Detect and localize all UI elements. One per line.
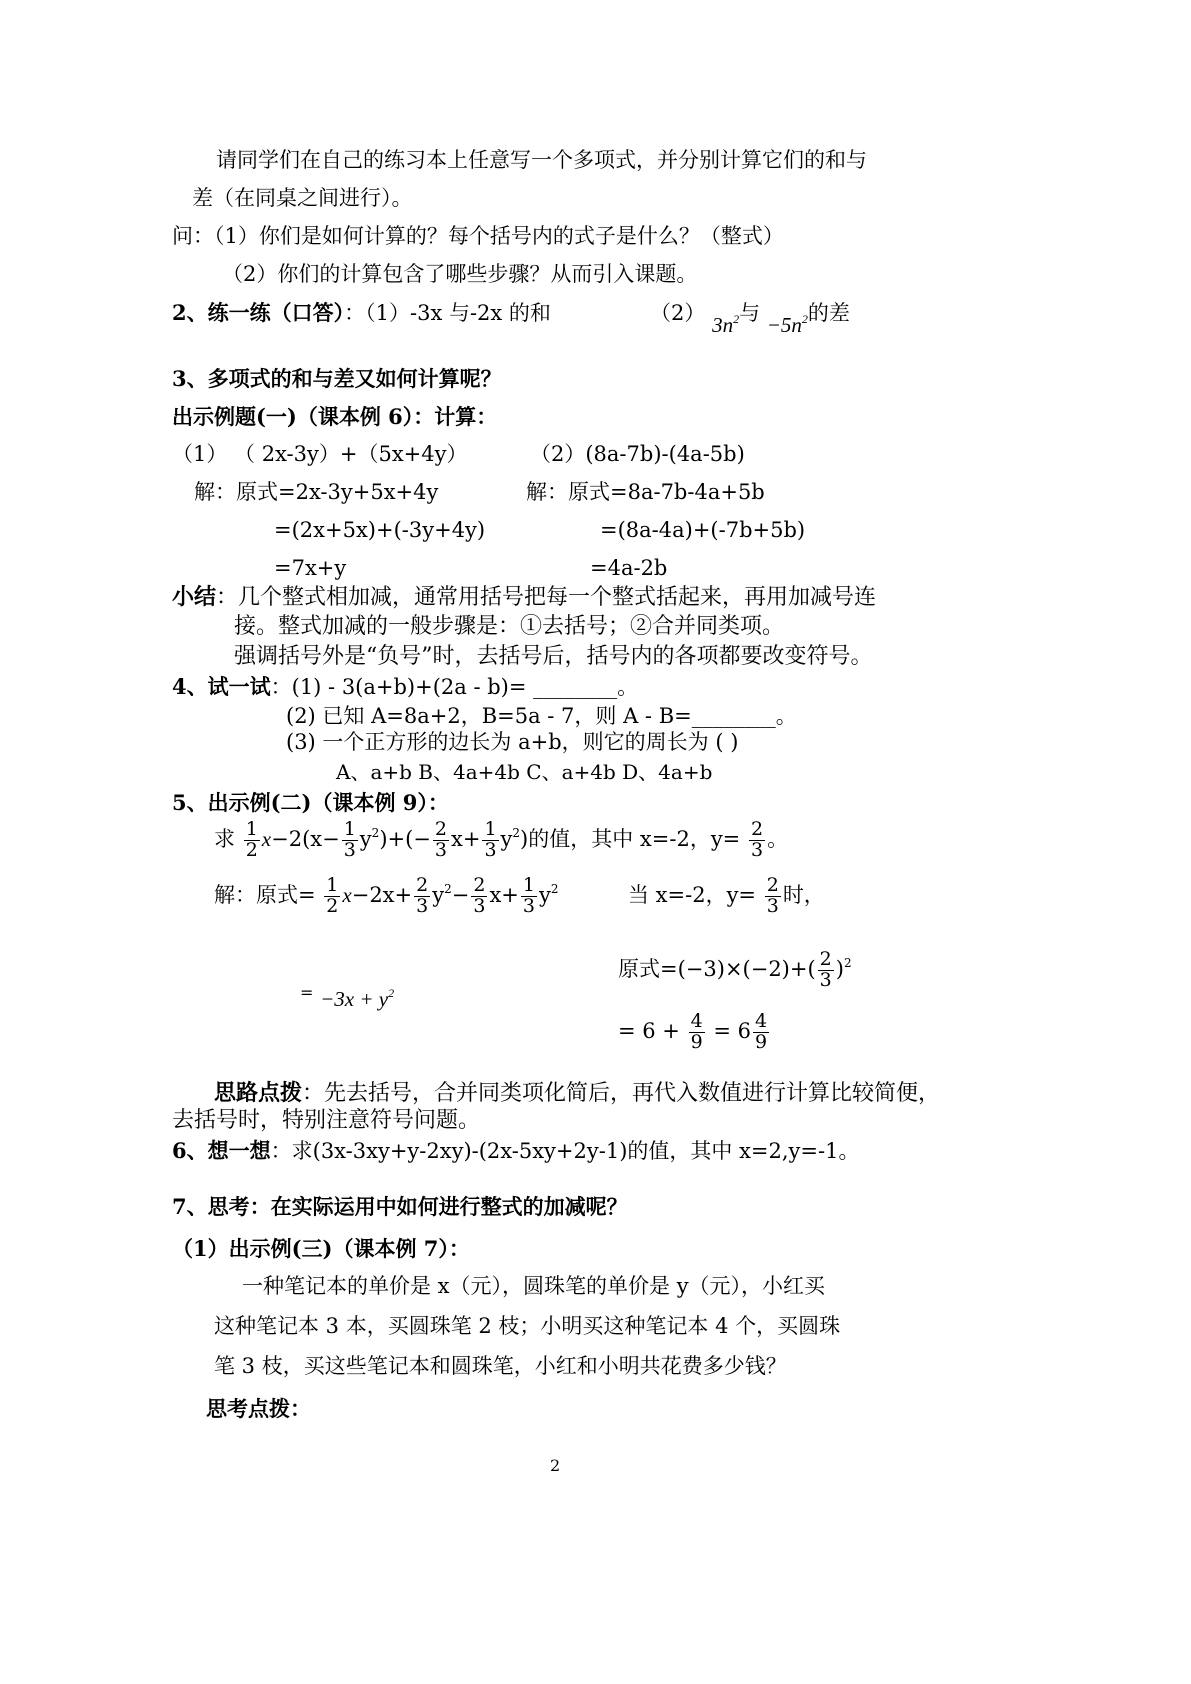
exponent: 2 — [371, 825, 380, 840]
simplified-expression: −3x + y — [320, 987, 389, 1011]
fraction-2-3 — [749, 820, 765, 861]
section-2-part-2 — [650, 300, 850, 337]
denominator: 9 — [755, 1030, 768, 1053]
denominator: 2 — [245, 838, 258, 861]
denominator: 2 — [326, 894, 339, 917]
summary-line-3: 强调括号外是“负号”时，去括号后，括号内的各项都要改变符号。 — [234, 644, 873, 669]
section-4-options: A、a+b B、4a+4b C、a+4b D、4a+b — [336, 760, 713, 784]
result-a: = 6 + — [618, 1018, 680, 1043]
section-6-heading: 6、想一想 — [172, 1138, 271, 1163]
exponent: 2 — [444, 881, 452, 896]
tip-label: 思路点拨 — [214, 1080, 303, 1106]
exponent: 2 — [512, 825, 521, 840]
numerator: 2 — [766, 874, 779, 896]
solution-2-line-1: 解：原式=8a-7b-4a+5b — [526, 480, 765, 504]
section-4-q1: ：(1) - 3(a+b)+(2a - b)= ________。 — [270, 675, 639, 699]
example-3-line-1: 一种笔记本的单价是 x（元），圆珠笔的单价是 y（元），小红买 — [242, 1274, 826, 1298]
fraction-1-2 — [244, 820, 260, 861]
part2-suffix: 的差 — [807, 301, 850, 325]
term-neg-5n-base: −5n — [766, 313, 802, 337]
fraction-2-3 — [765, 876, 781, 917]
denominator: 9 — [690, 1030, 703, 1053]
expr-part-1: x — [261, 826, 272, 851]
denominator: 3 — [434, 838, 447, 861]
sub-prefix: 原式=(−3)×(−2)+( — [618, 956, 816, 981]
summary-line-2: 接。整式加减的一般步骤是：①去括号；②合并同类项。 — [234, 614, 785, 639]
section-4-q3: (3) 一个正方形的边长为 a+b，则它的周长为 ( ) — [286, 730, 739, 754]
tip-text-1: ：先去括号，合并同类项化简后，再代入数值进行计算比较简便， — [302, 1081, 941, 1106]
section-6-line — [172, 1138, 859, 1164]
when-suffix: 时， — [782, 882, 825, 907]
summary-line-1 — [172, 584, 876, 611]
section-4-heading: 4、试一试 — [172, 674, 271, 699]
denominator: 3 — [522, 894, 535, 917]
numerator: 1 — [522, 874, 535, 896]
final-result — [618, 1012, 771, 1053]
fraction-2-3 — [433, 820, 449, 861]
denominator: 3 — [484, 838, 497, 861]
simplified-result: $^= -3x + y^2$ — [300, 983, 395, 1011]
solution-2-line-3: =4a-2b — [590, 556, 668, 580]
numerator: 1 — [484, 818, 497, 840]
exponent: 2 — [843, 955, 852, 970]
section-2-part-1: （1）-3x 与-2x 的和 — [365, 301, 551, 325]
part2-prefix: （2） — [650, 301, 706, 325]
denominator: 3 — [473, 894, 486, 917]
section-5-heading: 5、出示例(二)（课本例 9）： — [172, 790, 449, 815]
intro-line-1: 请同学们在自己的练习本上任意写一个多项式，并分别计算它们的和与 — [216, 148, 867, 172]
term-3n-base: 3n — [712, 313, 734, 337]
page-number: 2 — [550, 1456, 561, 1475]
fraction-2-3 — [471, 876, 487, 917]
colon: ： — [344, 301, 366, 325]
section-2-heading: 2、练一练（口答） — [172, 300, 345, 325]
example-2-solution: 解：原式= $\frac{1}{2}$ x−2x+ $\frac{2}{3}$ $y^2-$ $\frac{2}{3}$ x+ $\frac{1}{3}$ $y^2$ — [214, 874, 559, 917]
example-3-heading: （1）出示例(三)（课本例 7）： — [172, 1236, 470, 1261]
thinking-tip: 思考点拨： — [206, 1396, 311, 1421]
fraction-2-3 — [414, 876, 430, 917]
example-1-heading: 出示例题(一)（课本例 6）：计算： — [172, 404, 498, 429]
numerator: 2 — [750, 818, 764, 840]
solution-1-line-1: 解：原式=2x-3y+5x+4y — [194, 480, 439, 504]
example-3-line-2: 这种笔记本 3 本，买圆珠笔 2 枝；小明买这种笔记本 4 个，买圆珠 — [214, 1314, 841, 1338]
denominator: 3 — [819, 968, 832, 991]
ask-end: 。 — [767, 826, 789, 851]
tip-line-2: 去括号时，特别注意符号问题。 — [172, 1108, 481, 1133]
solution-1-line-3: =7x+y — [274, 556, 347, 580]
and-word: 与 — [739, 301, 761, 325]
solution-1-line-2: =(2x+5x)+(-3y+4y) — [274, 518, 486, 542]
sub-suffix: ) — [835, 956, 844, 981]
question-1: 问：（1）你们是如何计算的？每个括号内的式子是什么？（整式） — [172, 224, 784, 248]
numerator: 2 — [416, 874, 429, 896]
intro-line-2: 差（在同桌之间进行）。 — [192, 186, 413, 210]
section-4-line-1 — [172, 674, 638, 700]
fraction-2-3 — [818, 950, 834, 991]
fraction-1-3 — [482, 820, 498, 861]
fraction-1-3 — [342, 820, 358, 861]
substitution-line — [618, 950, 852, 991]
when-condition — [628, 876, 825, 917]
exponent: 2 — [550, 881, 559, 896]
section-2-line — [172, 300, 551, 326]
fraction-1-2 — [324, 876, 340, 917]
term-neg-5n — [767, 313, 808, 337]
section-4-q2: (2) 已知 A=8a+2，B=5a - 7，则 A - B=________。 — [286, 704, 797, 728]
section-6-text: ：求(3x-3xy+y-2xy)-(2x-5xy+2y-1)的值，其中 x=2,y=-1。 — [270, 1139, 860, 1163]
when-prefix: 当 x=-2，y= — [628, 882, 757, 907]
solution-2-line-2: =(8a-4a)+(-7b+5b) — [600, 518, 806, 542]
fraction-4-9 — [753, 1012, 769, 1053]
exponent: 2 — [733, 312, 740, 326]
summary-text-1: ：几个整式相加减，通常用括号把每一个整式括起来，再用加减号连 — [216, 585, 877, 610]
numerator: 1 — [326, 874, 339, 896]
question-2: （2）你们的计算包含了哪些步骤？从而引入课题。 — [222, 262, 698, 286]
section-7-heading: 7、思考：在实际运用中如何进行整式的加减呢？ — [172, 1194, 628, 1219]
summary-label: 小结 — [172, 584, 217, 610]
denominator: 3 — [766, 894, 779, 917]
ask-mid: 的值，其中 x=-2，y= — [528, 826, 741, 851]
denominator: 3 — [416, 894, 429, 917]
denominator: 3 — [750, 838, 764, 861]
numerator: 4 — [755, 1010, 768, 1032]
fraction-1-3 — [521, 876, 537, 917]
numerator: 1 — [343, 818, 356, 840]
sol-prefix: 解：原式= — [214, 882, 316, 907]
section-3-heading: 3、多项式的和与差又如何计算呢？ — [172, 366, 502, 391]
term-3n — [712, 313, 739, 337]
numerator: 1 — [245, 818, 258, 840]
numerator: 2 — [819, 948, 832, 970]
tip-line-1 — [214, 1080, 940, 1107]
exponent: 2 — [388, 986, 395, 1000]
example-3-line-3: 笔 3 枝，买这些笔记本和圆珠笔，小红和小明共花费多少钱？ — [214, 1354, 787, 1378]
example-2-question: 求 $\frac{1}{2}$ x−2(x− $\frac{1}{3}$ $y^2)+(-$ $\frac{2}{3}$ x+ $\frac{1}{3}$ $y^2$)的值，其中 x=-2，y= $\frac{2}{3}$ 。 — [214, 818, 789, 861]
numerator: 2 — [434, 818, 447, 840]
numerator: 4 — [690, 1010, 703, 1032]
fraction-4-9 — [689, 1012, 705, 1053]
result-b: = 6 — [713, 1018, 752, 1043]
problem-2: （2）(8a-7b)-(4a-5b) — [530, 442, 745, 466]
ask-prefix: 求 — [214, 826, 235, 851]
problem-1: （1） （ 2x-3y）+（5x+4y） — [172, 442, 468, 466]
exponent: 2 — [801, 312, 808, 326]
denominator: 3 — [343, 838, 356, 861]
numerator: 2 — [473, 874, 486, 896]
